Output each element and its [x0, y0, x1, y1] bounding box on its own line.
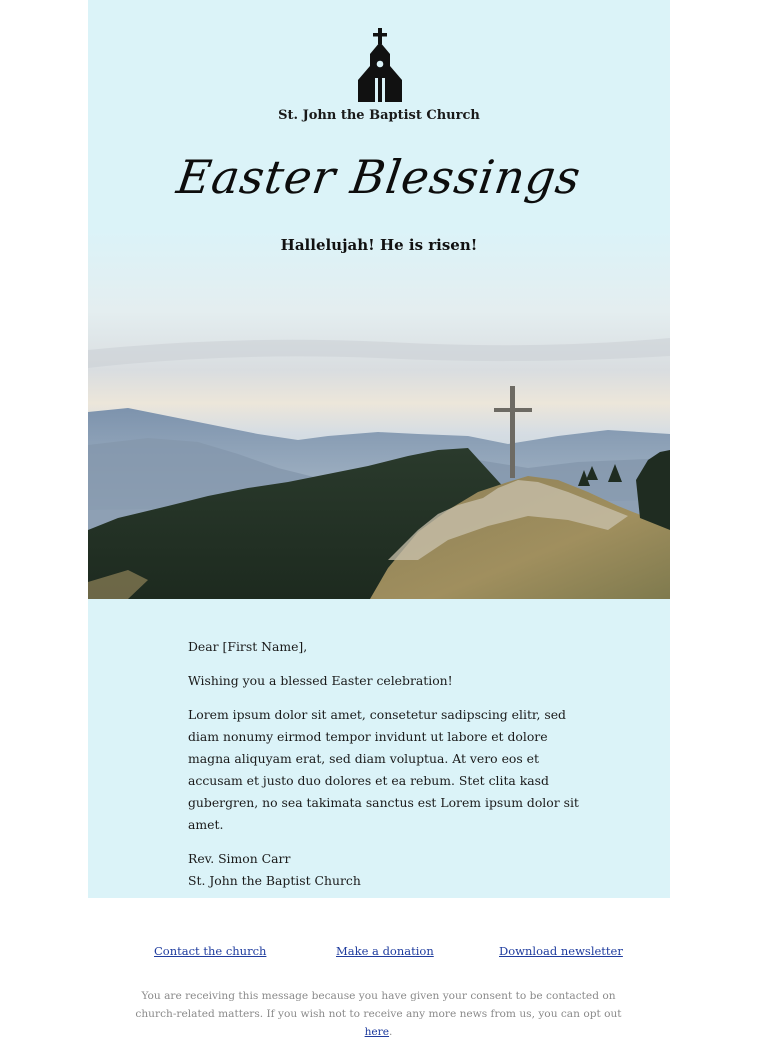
email-card — [88, 0, 670, 898]
consent-end: . — [389, 1026, 393, 1038]
letter-body — [188, 636, 588, 904]
footer-links — [88, 944, 670, 964]
church-icon — [356, 28, 404, 102]
hero-subtitle: Hallelujah! He is risen! — [280, 236, 478, 254]
contact-church-link[interactable]: Contact the church — [154, 944, 267, 958]
church-name: St. John the Baptist Church — [278, 108, 480, 123]
opt-out-link[interactable]: here — [364, 1026, 390, 1038]
consent-notice — [120, 987, 637, 1041]
greeting: Dear [First Name], — [188, 639, 308, 654]
signature — [188, 848, 588, 892]
hero-title: Easter Blessings — [173, 150, 585, 204]
consent-text: You are receiving this message because you have given your consent to be contacted on church-related matters. If you wish not to receive any more news from us, you can opt out — [135, 990, 622, 1020]
signature-org: St. John the Baptist Church — [188, 873, 361, 888]
hero-image — [88, 230, 670, 599]
download-newsletter-link[interactable]: Download newsletter — [499, 944, 623, 958]
intro-line: Wishing you a blessed Easter celebration! — [188, 673, 453, 688]
body-text: Lorem ipsum dolor sit amet, consetetur sadipscing elitr, sed diam nonumy eirmod tempor invidunt ut labore et dolore magna aliquyam erat, sed diam voluptua. At vero eos et accusam et justo duo dolores et ea rebum. Stet clita kasd gubergren, no sea takimata sanctus est Lorem ipsum dolor sit amet. — [188, 707, 579, 832]
signature-name: Rev. Simon Carr — [188, 851, 291, 866]
make-donation-link[interactable]: Make a donation — [336, 944, 434, 958]
